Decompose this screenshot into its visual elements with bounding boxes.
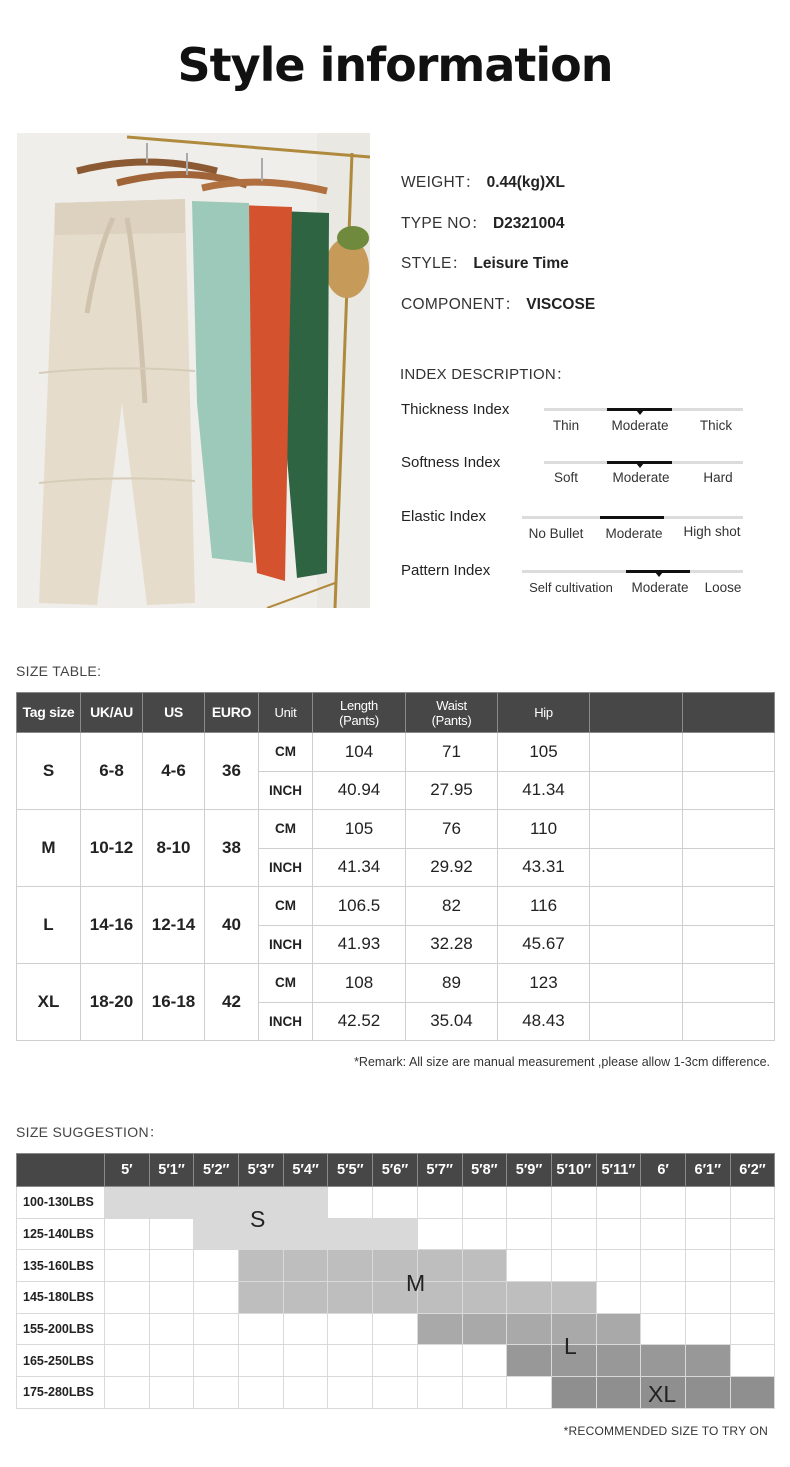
empty-cell bbox=[590, 887, 683, 926]
length-cell: 42.52 bbox=[313, 1002, 406, 1041]
softness-label-mid: Moderate bbox=[612, 470, 670, 485]
empty-cell bbox=[590, 925, 683, 964]
height-header: 5′4″ bbox=[283, 1154, 328, 1187]
suggestion-cell bbox=[685, 1377, 730, 1409]
suggestion-cell bbox=[149, 1313, 194, 1345]
suggestion-cell bbox=[194, 1250, 239, 1282]
weight-label: 165-250LBS bbox=[17, 1345, 105, 1377]
table-row bbox=[17, 1250, 775, 1282]
thickness-label-mid: Moderate bbox=[611, 418, 669, 433]
weight-label: 100-130LBS bbox=[17, 1187, 105, 1219]
empty-cell bbox=[683, 733, 775, 772]
spec-component: COMPONENT： VISCOSE bbox=[401, 295, 596, 313]
softness-index-marker bbox=[636, 463, 644, 468]
empty-cell bbox=[683, 771, 775, 810]
height-header: 5′10″ bbox=[551, 1154, 596, 1187]
suggestion-cell bbox=[685, 1250, 730, 1282]
empty-cell bbox=[590, 964, 683, 1003]
tag-size-cell: S bbox=[17, 733, 81, 810]
hip-cell: 45.67 bbox=[498, 925, 590, 964]
size-zone-m: M bbox=[406, 1270, 426, 1296]
suggestion-cell bbox=[283, 1282, 328, 1314]
suggestion-cell bbox=[462, 1187, 507, 1219]
suggestion-cell bbox=[417, 1218, 462, 1250]
suggestion-cell bbox=[283, 1218, 328, 1250]
suggestion-cell bbox=[328, 1250, 373, 1282]
suggestion-cell bbox=[462, 1345, 507, 1377]
header-hip: Hip bbox=[498, 693, 590, 733]
suggestion-cell bbox=[551, 1250, 596, 1282]
suggestion-cell bbox=[105, 1345, 150, 1377]
product-photo bbox=[17, 133, 370, 608]
empty-cell bbox=[683, 1002, 775, 1041]
suggestion-cell bbox=[685, 1218, 730, 1250]
height-header: 5′6″ bbox=[373, 1154, 418, 1187]
header-corner bbox=[17, 1154, 105, 1187]
elastic-label-low: No Bullet bbox=[528, 526, 584, 541]
suggestion-cell bbox=[194, 1313, 239, 1345]
suggestion-cell bbox=[283, 1377, 328, 1409]
suggestion-cell bbox=[105, 1313, 150, 1345]
table-row bbox=[17, 887, 775, 926]
euro-cell: 38 bbox=[205, 810, 259, 887]
empty-cell bbox=[683, 848, 775, 887]
suggestion-cell bbox=[596, 1187, 641, 1219]
length-cell: 41.34 bbox=[313, 848, 406, 887]
suggestion-cell bbox=[462, 1282, 507, 1314]
header-length: Length (Pants) bbox=[313, 693, 406, 733]
suggestion-cell bbox=[507, 1250, 552, 1282]
suggestion-cell bbox=[194, 1377, 239, 1409]
header-euro: EURO bbox=[205, 693, 259, 733]
suggestion-cell bbox=[507, 1313, 552, 1345]
table-row bbox=[17, 810, 775, 849]
thickness-label-high: Thick bbox=[699, 418, 733, 433]
suggestion-cell bbox=[596, 1218, 641, 1250]
pattern-label-mid: Moderate bbox=[631, 580, 689, 595]
suggestion-cell bbox=[149, 1345, 194, 1377]
suggestion-cell bbox=[105, 1250, 150, 1282]
empty-cell bbox=[683, 925, 775, 964]
unit-cell: INCH bbox=[259, 1002, 313, 1041]
height-header: 5′11″ bbox=[596, 1154, 641, 1187]
suggestion-cell bbox=[507, 1377, 552, 1409]
suggestion-cell bbox=[596, 1282, 641, 1314]
header-tag-size: Tag size bbox=[17, 693, 81, 733]
header-uk-au: UK/AU bbox=[81, 693, 143, 733]
hip-cell: 110 bbox=[498, 810, 590, 849]
suggestion-cell bbox=[730, 1345, 775, 1377]
hip-cell: 48.43 bbox=[498, 1002, 590, 1041]
softness-label-high: Hard bbox=[703, 470, 733, 485]
table-row bbox=[17, 964, 775, 1003]
waist-cell: 82 bbox=[406, 887, 498, 926]
softness-label-low: Soft bbox=[553, 470, 579, 485]
suggestion-cell bbox=[328, 1377, 373, 1409]
suggestion-cell bbox=[730, 1282, 775, 1314]
thickness-label-low: Thin bbox=[552, 418, 580, 433]
euro-cell: 40 bbox=[205, 887, 259, 964]
suggestion-cell bbox=[596, 1345, 641, 1377]
unit-cell: INCH bbox=[259, 848, 313, 887]
suggestion-cell bbox=[507, 1282, 552, 1314]
suggestion-cell bbox=[239, 1377, 284, 1409]
suggestion-cell bbox=[641, 1187, 686, 1219]
waist-cell: 35.04 bbox=[406, 1002, 498, 1041]
pattern-label-high: Loose bbox=[704, 580, 742, 595]
suggestion-cell bbox=[328, 1345, 373, 1377]
suggestion-cell bbox=[641, 1313, 686, 1345]
size-zone-l: L bbox=[564, 1333, 577, 1359]
size-suggestion-table bbox=[16, 1153, 775, 1409]
suggestion-cell bbox=[149, 1377, 194, 1409]
header-empty-2 bbox=[683, 693, 775, 733]
spec-style: STYLE： Leisure Time bbox=[401, 255, 569, 272]
suggestion-cell bbox=[730, 1377, 775, 1409]
suggestion-cell bbox=[149, 1187, 194, 1219]
suggestion-cell bbox=[641, 1250, 686, 1282]
hip-cell: 123 bbox=[498, 964, 590, 1003]
ukau-cell: 18-20 bbox=[81, 964, 143, 1041]
suggestion-cell bbox=[462, 1313, 507, 1345]
waist-cell: 27.95 bbox=[406, 771, 498, 810]
us-cell: 4-6 bbox=[143, 733, 205, 810]
hip-cell: 41.34 bbox=[498, 771, 590, 810]
header-empty-1 bbox=[590, 693, 683, 733]
header-waist: Waist (Pants) bbox=[406, 693, 498, 733]
suggestion-cell bbox=[328, 1187, 373, 1219]
suggestion-cell bbox=[239, 1250, 284, 1282]
unit-cell: CM bbox=[259, 964, 313, 1003]
suggestion-cell bbox=[149, 1282, 194, 1314]
table-row bbox=[17, 1282, 775, 1314]
height-header: 5′3″ bbox=[239, 1154, 284, 1187]
index-description-heading: INDEX DESCRIPTION： bbox=[400, 366, 572, 383]
weight-label: 135-160LBS bbox=[17, 1250, 105, 1282]
suggestion-cell bbox=[373, 1218, 418, 1250]
suggestion-cell bbox=[283, 1250, 328, 1282]
size-table-label: SIZE TABLE: bbox=[16, 663, 102, 679]
hip-cell: 116 bbox=[498, 887, 590, 926]
product-specs bbox=[401, 170, 595, 332]
elastic-index-selected bbox=[600, 516, 664, 519]
suggestion-cell bbox=[551, 1377, 596, 1409]
suggestion-cell bbox=[373, 1187, 418, 1219]
suggestion-cell bbox=[462, 1250, 507, 1282]
suggestion-cell bbox=[596, 1250, 641, 1282]
softness-index-label: Softness Index bbox=[401, 454, 501, 471]
suggestion-cell bbox=[507, 1218, 552, 1250]
height-header: 5′7″ bbox=[417, 1154, 462, 1187]
suggestion-cell bbox=[373, 1377, 418, 1409]
size-suggestion-label: SIZE SUGGESTION： bbox=[16, 1124, 164, 1140]
suggestion-cell bbox=[417, 1377, 462, 1409]
length-cell: 105 bbox=[313, 810, 406, 849]
suggestion-cell bbox=[328, 1282, 373, 1314]
suggestion-cell bbox=[373, 1313, 418, 1345]
measurement-remark: *Remark: All size are manual measurement ,please allow 1-3cm difference. bbox=[354, 1055, 770, 1069]
page-title: Style information bbox=[177, 38, 613, 92]
unit-cell: INCH bbox=[259, 771, 313, 810]
length-cell: 40.94 bbox=[313, 771, 406, 810]
suggestion-cell bbox=[551, 1187, 596, 1219]
recommended-size-note: *RECOMMENDED SIZE TO TRY ON bbox=[563, 1424, 768, 1438]
unit-cell: CM bbox=[259, 887, 313, 926]
suggestion-cell bbox=[730, 1250, 775, 1282]
suggestion-cell bbox=[685, 1313, 730, 1345]
suggestion-cell bbox=[239, 1282, 284, 1314]
header-us: US bbox=[143, 693, 205, 733]
suggestion-cell bbox=[194, 1218, 239, 1250]
suggestion-cell bbox=[417, 1345, 462, 1377]
suggestion-cell bbox=[105, 1218, 150, 1250]
size-zone-xl: XL bbox=[648, 1381, 677, 1407]
suggestion-cell bbox=[641, 1282, 686, 1314]
ukau-cell: 14-16 bbox=[81, 887, 143, 964]
ukau-cell: 6-8 bbox=[81, 733, 143, 810]
suggestion-cell bbox=[507, 1187, 552, 1219]
suggestion-cell bbox=[641, 1345, 686, 1377]
suggestion-cell bbox=[239, 1345, 284, 1377]
spec-type-no: TYPE NO： D2321004 bbox=[401, 214, 565, 232]
weight-label: 145-180LBS bbox=[17, 1282, 105, 1314]
table-row bbox=[17, 1313, 775, 1345]
suggestion-cell bbox=[194, 1282, 239, 1314]
thickness-index-marker bbox=[636, 410, 644, 415]
suggestion-cell bbox=[283, 1187, 328, 1219]
hip-cell: 105 bbox=[498, 733, 590, 772]
suggestion-cell bbox=[283, 1345, 328, 1377]
elastic-index-label: Elastic Index bbox=[401, 508, 487, 525]
empty-cell bbox=[590, 810, 683, 849]
table-row bbox=[17, 1345, 775, 1377]
suggestion-cell bbox=[194, 1345, 239, 1377]
elastic-label-high: High shot bbox=[683, 524, 741, 539]
size-table-header-row bbox=[17, 693, 775, 733]
suggestion-cell bbox=[105, 1282, 150, 1314]
euro-cell: 42 bbox=[205, 964, 259, 1041]
empty-cell bbox=[683, 964, 775, 1003]
height-header: 5′9″ bbox=[507, 1154, 552, 1187]
size-table bbox=[16, 692, 775, 1041]
length-cell: 108 bbox=[313, 964, 406, 1003]
suggestion-cell bbox=[417, 1187, 462, 1219]
empty-cell bbox=[590, 771, 683, 810]
waist-cell: 29.92 bbox=[406, 848, 498, 887]
hip-cell: 43.31 bbox=[498, 848, 590, 887]
suggestion-cell bbox=[328, 1218, 373, 1250]
suggestion-cell bbox=[105, 1377, 150, 1409]
waist-cell: 32.28 bbox=[406, 925, 498, 964]
suggestion-cell bbox=[462, 1377, 507, 1409]
tag-size-cell: L bbox=[17, 887, 81, 964]
size-zone-s: S bbox=[250, 1206, 266, 1232]
us-cell: 8-10 bbox=[143, 810, 205, 887]
length-cell: 41.93 bbox=[313, 925, 406, 964]
suggestion-cell bbox=[685, 1345, 730, 1377]
unit-cell: CM bbox=[259, 810, 313, 849]
suggestion-cell bbox=[641, 1218, 686, 1250]
header-unit: Unit bbox=[259, 693, 313, 733]
us-cell: 16-18 bbox=[143, 964, 205, 1041]
pants-on-rack-illustration bbox=[17, 133, 370, 608]
ukau-cell: 10-12 bbox=[81, 810, 143, 887]
empty-cell bbox=[683, 810, 775, 849]
us-cell: 12-14 bbox=[143, 887, 205, 964]
height-header: 6′1″ bbox=[685, 1154, 730, 1187]
suggestion-cell bbox=[730, 1218, 775, 1250]
length-cell: 106.5 bbox=[313, 887, 406, 926]
weight-label: 175-280LBS bbox=[17, 1377, 105, 1409]
euro-cell: 36 bbox=[205, 733, 259, 810]
weight-label: 125-140LBS bbox=[17, 1218, 105, 1250]
waist-cell: 89 bbox=[406, 964, 498, 1003]
suggestion-cell bbox=[149, 1218, 194, 1250]
unit-cell: CM bbox=[259, 733, 313, 772]
suggestion-cell bbox=[551, 1282, 596, 1314]
suggestion-cell bbox=[596, 1313, 641, 1345]
elastic-label-mid: Moderate bbox=[605, 526, 663, 541]
suggestion-cell bbox=[105, 1187, 150, 1219]
suggestion-cell bbox=[194, 1187, 239, 1219]
suggestion-cell bbox=[149, 1250, 194, 1282]
pattern-index-marker bbox=[655, 572, 663, 577]
suggestion-cell bbox=[685, 1282, 730, 1314]
table-row bbox=[17, 1187, 775, 1219]
size-suggestion-header-row bbox=[17, 1154, 775, 1187]
suggestion-cell bbox=[462, 1218, 507, 1250]
length-cell: 104 bbox=[313, 733, 406, 772]
table-row bbox=[17, 1218, 775, 1250]
height-header: 5′ bbox=[105, 1154, 150, 1187]
height-header: 5′2″ bbox=[194, 1154, 239, 1187]
tag-size-cell: M bbox=[17, 810, 81, 887]
empty-cell bbox=[590, 848, 683, 887]
height-header: 6′2″ bbox=[730, 1154, 775, 1187]
pattern-index-label: Pattern Index bbox=[401, 562, 491, 579]
suggestion-cell bbox=[373, 1345, 418, 1377]
suggestion-cell bbox=[596, 1377, 641, 1409]
height-header: 5′8″ bbox=[462, 1154, 507, 1187]
suggestion-cell bbox=[283, 1313, 328, 1345]
suggestion-cell bbox=[551, 1218, 596, 1250]
spec-weight: WEIGHT： 0.44(kg)XL bbox=[401, 174, 565, 191]
tag-size-cell: XL bbox=[17, 964, 81, 1041]
weight-label: 155-200LBS bbox=[17, 1313, 105, 1345]
thickness-index-label: Thickness Index bbox=[401, 401, 510, 418]
empty-cell bbox=[683, 887, 775, 926]
suggestion-cell bbox=[685, 1187, 730, 1219]
waist-cell: 76 bbox=[406, 810, 498, 849]
table-row bbox=[17, 733, 775, 772]
suggestion-cell bbox=[507, 1345, 552, 1377]
suggestion-cell bbox=[730, 1187, 775, 1219]
suggestion-cell bbox=[417, 1313, 462, 1345]
height-header: 6′ bbox=[641, 1154, 686, 1187]
suggestion-cell bbox=[730, 1313, 775, 1345]
waist-cell: 71 bbox=[406, 733, 498, 772]
unit-cell: INCH bbox=[259, 925, 313, 964]
suggestion-cell bbox=[239, 1313, 284, 1345]
empty-cell bbox=[590, 1002, 683, 1041]
pattern-label-low: Self cultivation bbox=[529, 580, 613, 595]
height-header: 5′5″ bbox=[328, 1154, 373, 1187]
suggestion-cell bbox=[328, 1313, 373, 1345]
empty-cell bbox=[590, 733, 683, 772]
height-header: 5′1″ bbox=[149, 1154, 194, 1187]
